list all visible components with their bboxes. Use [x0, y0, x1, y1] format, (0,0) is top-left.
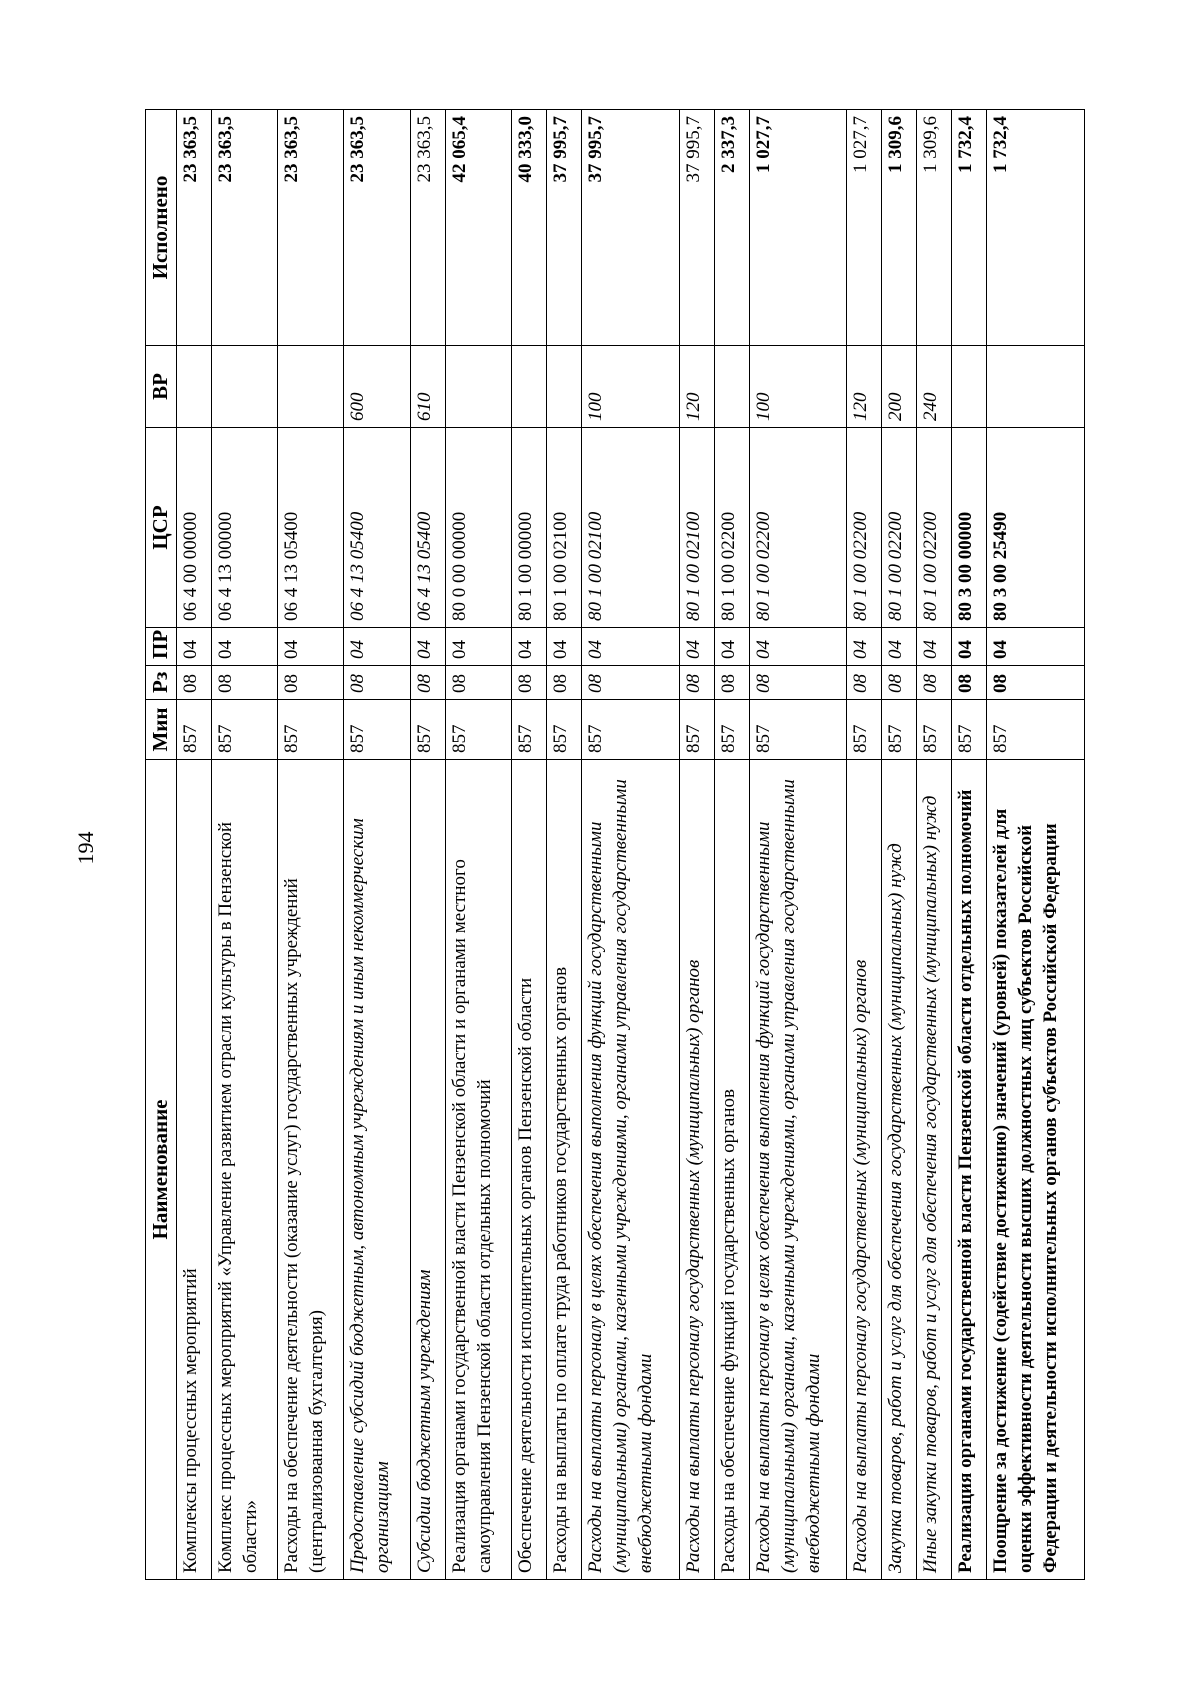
row-pr: 04 — [278, 628, 344, 666]
row-vr — [278, 346, 344, 428]
row-name: Обеспечение деятельности исполнительных органов Пензенской области — [511, 760, 546, 1580]
row-min: 857 — [344, 700, 410, 760]
row-rz: 08 — [546, 666, 581, 700]
row-pr: 04 — [176, 628, 211, 666]
row-rz: 08 — [511, 666, 546, 700]
row-pr: 04 — [546, 628, 581, 666]
row-rz: 08 — [445, 666, 511, 700]
rotated-table-container — [145, 110, 1085, 1580]
row-rz: 08 — [211, 666, 277, 700]
row-pr: 04 — [679, 628, 714, 666]
row-vr: 120 — [847, 346, 882, 428]
row-executed: 1 732,4 — [952, 110, 987, 346]
table-row — [511, 110, 546, 1580]
row-min: 857 — [882, 700, 917, 760]
row-vr: 600 — [344, 346, 410, 428]
table-row — [211, 110, 277, 1580]
row-rz: 08 — [714, 666, 749, 700]
row-vr — [511, 346, 546, 428]
table-row — [952, 110, 987, 1580]
row-pr: 04 — [581, 628, 679, 666]
table-header-row — [146, 110, 177, 1580]
table-row — [546, 110, 581, 1580]
row-name: Расходы на выплаты персоналу государственных (муниципальных) органов — [847, 760, 882, 1580]
row-executed: 40 333,0 — [511, 110, 546, 346]
row-csr: 80 1 00 02200 — [917, 428, 952, 628]
row-executed: 23 363,5 — [344, 110, 410, 346]
row-executed: 23 363,5 — [176, 110, 211, 346]
row-rz: 08 — [344, 666, 410, 700]
row-min: 857 — [847, 700, 882, 760]
row-min: 857 — [176, 700, 211, 760]
row-executed: 1 309,6 — [882, 110, 917, 346]
row-executed: 1 309,6 — [917, 110, 952, 346]
row-rz: 08 — [952, 666, 987, 700]
row-csr: 80 1 00 02200 — [882, 428, 917, 628]
row-csr: 06 4 13 05400 — [344, 428, 410, 628]
table-row — [278, 110, 344, 1580]
row-executed: 42 065,4 — [445, 110, 511, 346]
table-body — [176, 110, 1084, 1580]
row-name: Расходы на выплаты персоналу государственных (муниципальных) органов — [679, 760, 714, 1580]
table-row — [581, 110, 679, 1580]
header-min: Мин — [146, 700, 177, 760]
table-row — [847, 110, 882, 1580]
row-min: 857 — [445, 700, 511, 760]
row-min: 857 — [714, 700, 749, 760]
row-pr: 04 — [511, 628, 546, 666]
row-name: Иные закупки товаров, работ и услуг для обеспечения государственных (муниципальных) нужд — [917, 760, 952, 1580]
table-row — [445, 110, 511, 1580]
row-name: Реализация органами государственной власти Пензенской области и органами местного самоуправления Пензенской области отдельных полномочий — [445, 760, 511, 1580]
row-executed: 37 995,7 — [581, 110, 679, 346]
row-min: 857 — [581, 700, 679, 760]
row-executed: 23 363,5 — [211, 110, 277, 346]
row-csr: 06 4 13 05400 — [410, 428, 445, 628]
row-csr: 80 1 00 02100 — [679, 428, 714, 628]
row-min: 857 — [917, 700, 952, 760]
row-pr: 04 — [847, 628, 882, 666]
row-min: 857 — [211, 700, 277, 760]
row-vr: 100 — [749, 346, 847, 428]
row-rz: 08 — [581, 666, 679, 700]
row-vr: 120 — [679, 346, 714, 428]
row-rz: 08 — [917, 666, 952, 700]
row-min: 857 — [679, 700, 714, 760]
row-csr: 80 1 00 02200 — [749, 428, 847, 628]
row-vr — [546, 346, 581, 428]
header-name: Наименование — [146, 760, 177, 1580]
header-csr: ЦСР — [146, 428, 177, 628]
table-row — [749, 110, 847, 1580]
row-vr: 610 — [410, 346, 445, 428]
header-pr: ПР — [146, 628, 177, 666]
row-min: 857 — [952, 700, 987, 760]
row-rz: 08 — [882, 666, 917, 700]
row-name: Закупка товаров, работ и услуг для обеспечения государственных (муниципальных) нужд — [882, 760, 917, 1580]
row-min: 857 — [278, 700, 344, 760]
row-vr — [952, 346, 987, 428]
row-executed: 1 027,7 — [847, 110, 882, 346]
row-pr: 04 — [714, 628, 749, 666]
table-row — [714, 110, 749, 1580]
row-csr: 80 3 00 25490 — [987, 428, 1085, 628]
row-vr — [211, 346, 277, 428]
row-rz: 08 — [410, 666, 445, 700]
row-pr: 04 — [445, 628, 511, 666]
row-rz: 08 — [679, 666, 714, 700]
table-row — [410, 110, 445, 1580]
row-vr — [176, 346, 211, 428]
row-min: 857 — [511, 700, 546, 760]
row-pr: 04 — [344, 628, 410, 666]
row-executed: 37 995,7 — [679, 110, 714, 346]
row-min: 857 — [546, 700, 581, 760]
row-executed: 37 995,7 — [546, 110, 581, 346]
row-csr: 80 1 00 02100 — [546, 428, 581, 628]
table-row — [987, 110, 1085, 1580]
row-name: Комплексы процессных мероприятий — [176, 760, 211, 1580]
row-name: Расходы на обеспечение функций государственных органов — [714, 760, 749, 1580]
header-vr: ВР — [146, 346, 177, 428]
row-pr: 04 — [882, 628, 917, 666]
row-name: Предоставление субсидий бюджетным, автономным учреждениям и иным некоммерческим организациям — [344, 760, 410, 1580]
row-rz: 08 — [278, 666, 344, 700]
row-csr: 80 0 00 00000 — [445, 428, 511, 628]
row-csr: 06 4 13 05400 — [278, 428, 344, 628]
row-name: Поощрение за достижение (содействие достижению) значений (уровней) показателей для оценки эффективности деятельности высших должностных лиц субъектов Российской Федерации и деятельности исполнительных органов субъектов Российской Федерации — [987, 760, 1085, 1580]
row-pr: 04 — [211, 628, 277, 666]
row-pr: 04 — [952, 628, 987, 666]
table-row — [882, 110, 917, 1580]
row-rz: 08 — [176, 666, 211, 700]
row-vr: 100 — [581, 346, 679, 428]
row-vr — [987, 346, 1085, 428]
row-vr: 200 — [882, 346, 917, 428]
row-name: Реализация органами государственной власти Пензенской области отдельных полномочий — [952, 760, 987, 1580]
row-vr: 240 — [917, 346, 952, 428]
table-row — [344, 110, 410, 1580]
row-executed: 23 363,5 — [278, 110, 344, 346]
row-csr: 80 1 00 02200 — [714, 428, 749, 628]
row-csr: 06 4 00 00000 — [176, 428, 211, 628]
row-executed: 1 027,7 — [749, 110, 847, 346]
row-csr: 80 3 00 00000 — [952, 428, 987, 628]
row-executed: 23 363,5 — [410, 110, 445, 346]
row-min: 857 — [410, 700, 445, 760]
row-name: Расходы на выплаты персоналу в целях обеспечения выполнения функций государственными (муниципальными) органами, казенными учреждениями, органами управления государственными внебюджетными фондами — [749, 760, 847, 1580]
table-row — [176, 110, 211, 1580]
row-vr — [714, 346, 749, 428]
row-pr: 04 — [917, 628, 952, 666]
row-name: Комплекс процессных мероприятий «Управление развитием отрасли культуры в Пензенской области» — [211, 760, 277, 1580]
row-rz: 08 — [987, 666, 1085, 700]
row-executed: 2 337,3 — [714, 110, 749, 346]
row-name: Субсидии бюджетным учреждениям — [410, 760, 445, 1580]
row-min: 857 — [987, 700, 1085, 760]
row-csr: 80 1 00 00000 — [511, 428, 546, 628]
page-number: 194 — [73, 831, 98, 865]
row-name: Расходы на обеспечение деятельности (оказание услуг) государственных учреждений (централизованная бухгалтерия) — [278, 760, 344, 1580]
row-name: Расходы на выплаты персоналу в целях обеспечения выполнения функций государственными (муниципальными) органами, казенными учреждениями, органами управления государственными внебюджетными фондами — [581, 760, 679, 1580]
row-rz: 08 — [749, 666, 847, 700]
header-rz: Рз — [146, 666, 177, 700]
row-vr — [445, 346, 511, 428]
row-csr: 80 1 00 02100 — [581, 428, 679, 628]
row-pr: 04 — [749, 628, 847, 666]
row-csr: 80 1 00 02200 — [847, 428, 882, 628]
row-pr: 04 — [410, 628, 445, 666]
row-name: Расходы на выплаты по оплате труда работников государственных органов — [546, 760, 581, 1580]
budget-table — [145, 109, 1085, 1580]
table-row — [679, 110, 714, 1580]
row-csr: 06 4 13 00000 — [211, 428, 277, 628]
row-executed: 1 732,4 — [987, 110, 1085, 346]
row-pr: 04 — [987, 628, 1085, 666]
row-min: 857 — [749, 700, 847, 760]
header-executed: Исполнено — [146, 110, 177, 346]
table-row — [917, 110, 952, 1580]
row-rz: 08 — [847, 666, 882, 700]
